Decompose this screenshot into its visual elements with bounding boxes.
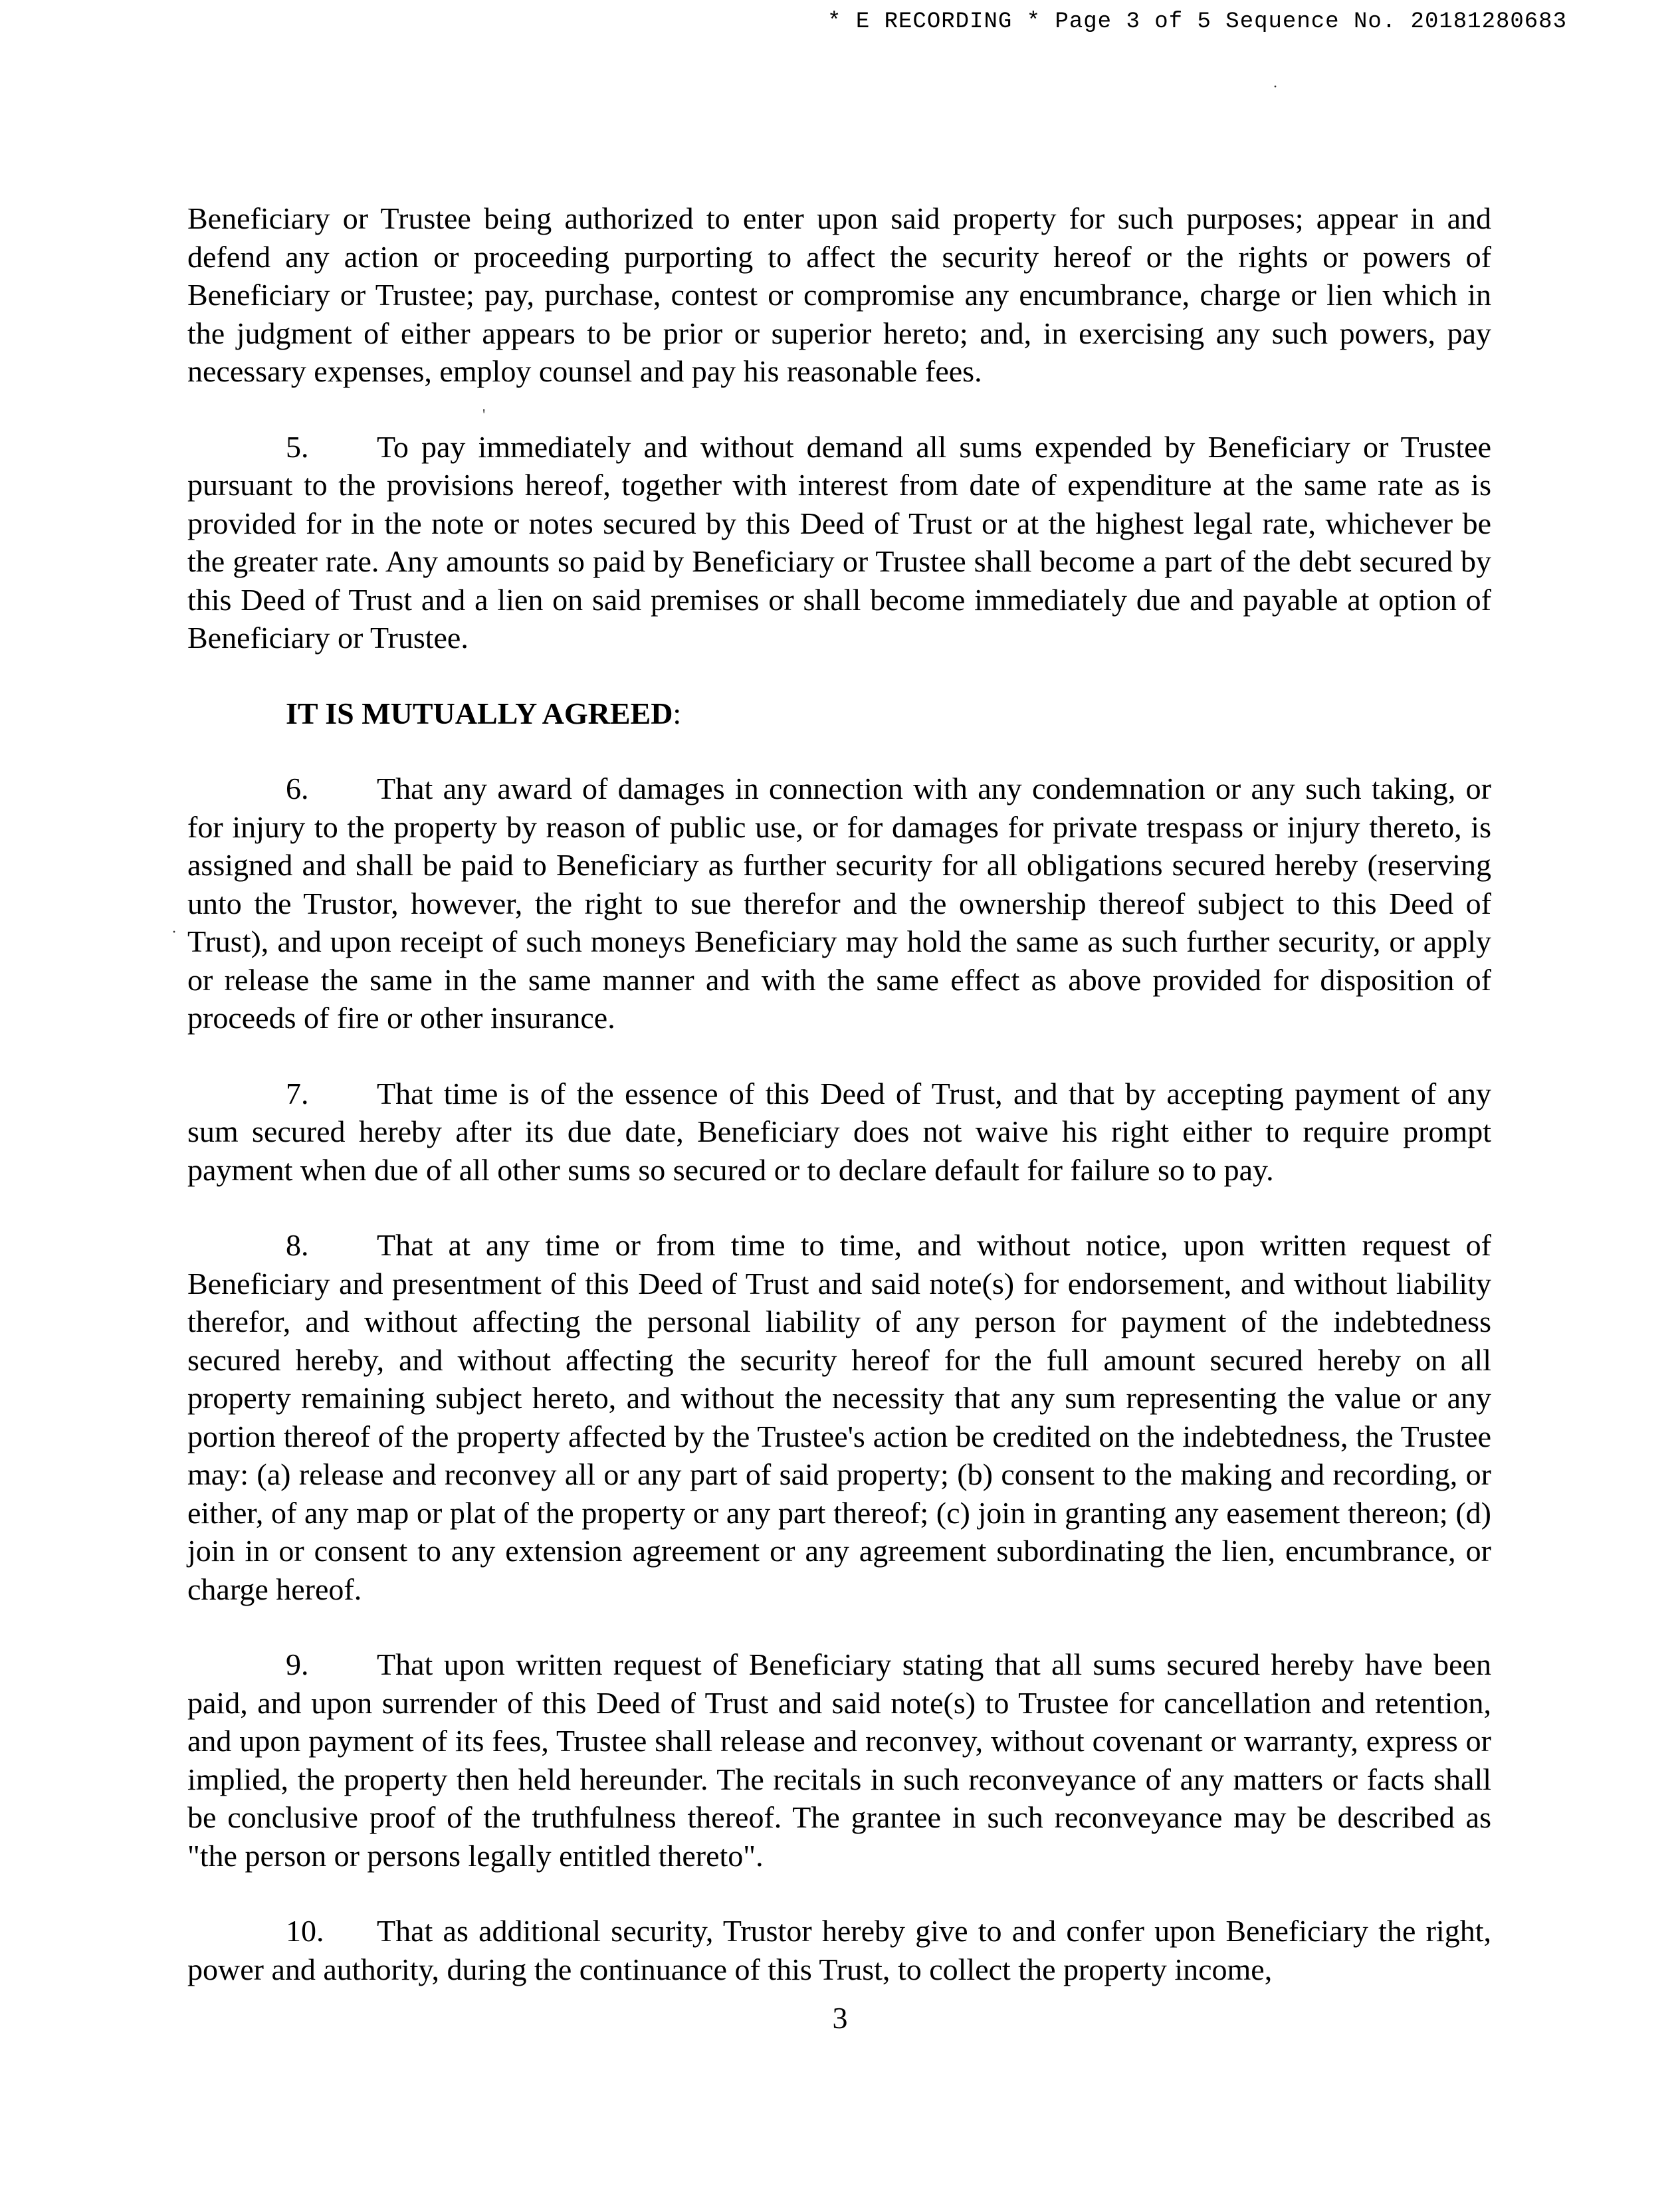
paragraph-text: That time is of the essence of this Deed of Trust, and that by accepting payment of any sum secured hereby after its due date, Beneficiary does not waive his right either to require prompt payment when due of all other sums so secured or to declare default for failure so to pay. bbox=[187, 1076, 1491, 1187]
scan-speck: ' bbox=[482, 407, 486, 424]
paragraph-6 bbox=[187, 770, 1491, 1037]
paragraph-7 bbox=[187, 1075, 1491, 1190]
paragraph-10 bbox=[187, 1912, 1491, 1988]
paragraph-8 bbox=[187, 1226, 1491, 1608]
paragraph-number: 8. bbox=[286, 1228, 309, 1262]
paragraph-text: To pay immediately and without demand all sums expended by Beneficiary or Trustee pursuant to the provisions hereof, together with interest from date of expenditure at the same rate as is provided for in the note or notes secured by this Deed of Trust or at the highest legal rate, whichever be the greater rate. Any amounts so paid by Beneficiary or Trustee shall become a part of the debt secured by this Deed of Trust and a lien on said premises or shall become immediately due and payable at option of Beneficiary or Trustee. bbox=[187, 429, 1491, 655]
paragraph-number: 7. bbox=[286, 1076, 309, 1110]
scan-speck: · bbox=[1273, 78, 1278, 96]
section-heading bbox=[187, 694, 1491, 733]
paragraph-number: 9. bbox=[286, 1647, 309, 1681]
paragraph-text: That any award of damages in connection with any condemnation or any such taking, or for injury to the property by reason of public use, or for damages for private trespass or injury thereto, is assigned and shall be paid to Beneficiary as further security for all obligations secured hereby (reserving unto the Trustor, however, the right to sue therefor and the ownership thereof subject to this Deed of Trust), and upon receipt of such moneys Beneficiary may hold the same as such further security, or apply or release the same in the same manner and with the same effect as above provided for disposition of proceeds of fire or other insurance. bbox=[187, 772, 1491, 1035]
paragraph-text: That as additional security, Trustor hereby give to and confer upon Beneficiary the right, power and authority, during the continuance of this Trust, to collect the property income, bbox=[187, 1914, 1491, 1986]
paragraph-number: 10. bbox=[286, 1914, 324, 1948]
scan-speck: · bbox=[171, 924, 177, 941]
paragraph-text: That at any time or from time to time, and without notice, upon written request of Beneficiary and presentment of this Deed of Trust and said note(s) for endorsement, and without liability therefor, and without affecting the personal liability of any person for payment of the indebtedness secured hereby, and without affecting the security hereof for the full amount secured hereby on all property remaining subject hereto, and without the necessity that any sum representing the value or any portion thereof of the property affected by the Trustee's action be credited on the indebtedness, the Trustee may: (a) release and reconvey all or any part of said property; (b) consent to the making and recording, or either, of any map or plat of the property or any part thereof; (c) join in granting any easement thereon; (d) join in or consent to any extension agreement or any agreement subordinating the lien, encumbrance, or charge hereof. bbox=[187, 1228, 1491, 1606]
continuation-paragraph: Beneficiary or Trustee being authorized to enter upon said property for such purposes; appear in and defend any action or proceeding purporting to affect the security hereof or the rights or powers of Beneficiary or Trustee; pay, purchase, contest or compromise any encumbrance, charge or lien which in the judgment of either appears to be prior or superior hereto; and, in exercising any such powers, pay necessary expenses, employ counsel and pay his reasonable fees. bbox=[187, 201, 1491, 388]
paragraph-5 bbox=[187, 428, 1491, 657]
paragraph-text: That upon written request of Beneficiary stating that all sums secured hereby have been paid, and upon surrender of this Deed of Trust and said note(s) to Trustee for cancellation and retention, and upon payment of its fees, Trustee shall release and reconvey, without covenant or warranty, express or implied, the property then held hereunder. The recitals in such reconveyance of any matters or facts shall be conclusive proof of the truthfulness thereof. The grantee in such reconveyance may be described as "the person or persons legally entitled thereto". bbox=[187, 1647, 1491, 1873]
paragraph-9 bbox=[187, 1645, 1491, 1875]
document-body bbox=[187, 199, 1491, 1988]
paragraph-number: 5. bbox=[286, 429, 309, 464]
paragraph-number: 6. bbox=[286, 772, 309, 805]
heading-text: IT IS MUTUALLY AGREED bbox=[286, 696, 673, 730]
recording-header: * E RECORDING * Page 3 of 5 Sequence No. 20181280683 bbox=[827, 9, 1567, 35]
heading-colon: : bbox=[673, 696, 682, 730]
page-number: 3 bbox=[832, 2001, 848, 2035]
